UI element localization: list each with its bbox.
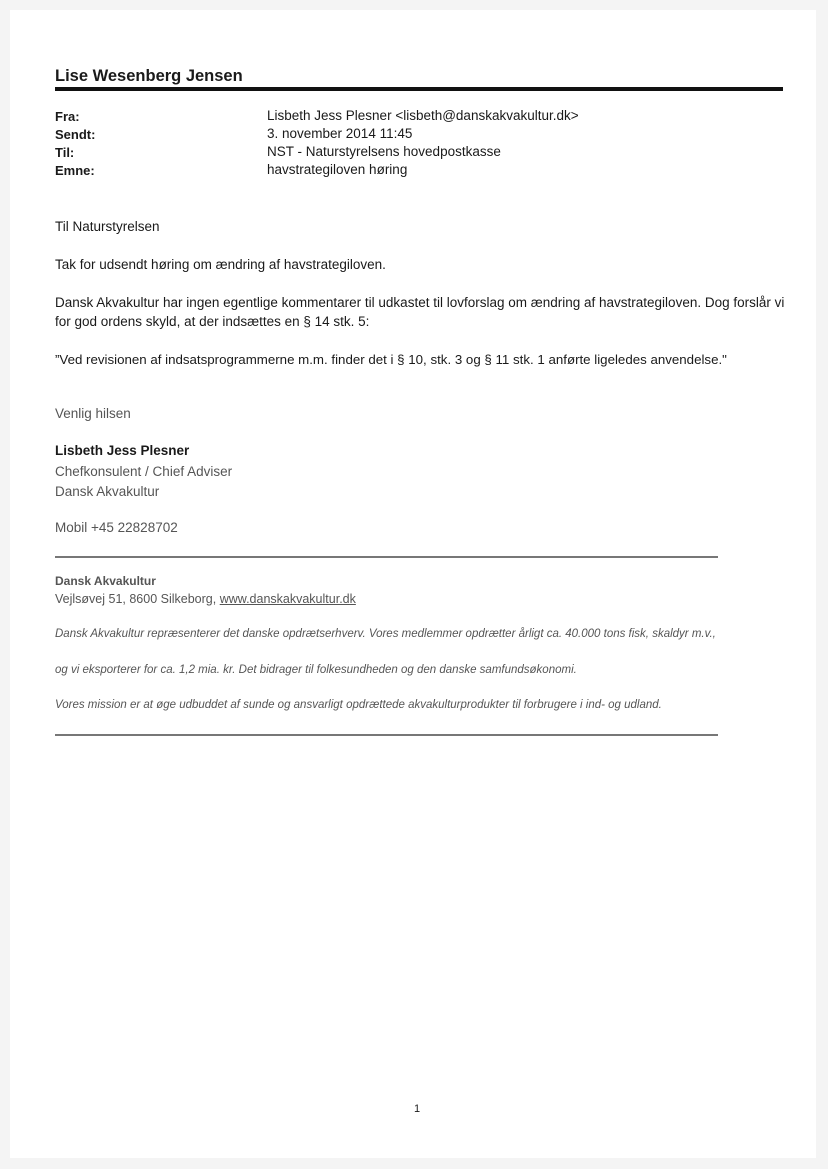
address-text: Vejlsøvej 51, 8600 Silkeborg,: [55, 592, 220, 606]
closing: Venlig hilsen: [55, 406, 131, 421]
sent-value: 3. november 2014 11:45: [267, 126, 413, 141]
to-label: Til:: [55, 145, 75, 160]
from-value: Lisbeth Jess Plesner <lisbeth@danskakvakultur.dk>: [267, 108, 579, 123]
footer-description-2: og vi eksporterer for ca. 1,2 mia. kr. Det bidrager til folkesundheden og den danske samfundsøkonomi.: [55, 664, 577, 676]
website-link[interactable]: www.danskakvakultur.dk: [219, 592, 356, 606]
footer-rule-bottom: [55, 734, 718, 736]
signature-name: Lisbeth Jess Plesner: [55, 443, 190, 458]
subject-value: havstrategiloven høring: [267, 162, 408, 177]
paragraph-1: Tak for udsendt høring om ændring af havstrategiloven.: [55, 257, 386, 272]
signature-org: Dansk Akvakultur: [55, 484, 160, 499]
page-number: 1: [414, 1103, 421, 1115]
signature-mobile: Mobil +45 22828702: [55, 520, 178, 535]
document-page: [10, 10, 816, 1158]
to-value: NST - Naturstyrelsens hovedpostkasse: [267, 144, 501, 159]
sent-label: Sendt:: [55, 127, 96, 142]
subject-label: Emne:: [55, 163, 95, 178]
footer-mission: Vores mission er at øge udbuddet af sunde og ansvarligt opdrættede akvakulturprodukter til forbrugere i ind- og udland.: [55, 699, 662, 711]
greeting: Til Naturstyrelsen: [55, 219, 160, 234]
footer-company: Dansk Akvakultur: [55, 574, 156, 588]
mailbox-owner: Lise Wesenberg Jensen: [55, 67, 243, 85]
quote-paragraph: ”Ved revisionen af indsatsprogrammerne m.m. finder det i § 10, stk. 3 og § 11 stk. 1 anførte ligeledes anvendelse.": [55, 352, 727, 367]
footer-description-1: Dansk Akvakultur repræsenterer det danske opdrætserhverv. Vores medlemmer opdrætter årligt ca. 40.000 tons fisk, skaldyr m.v.,: [55, 628, 716, 640]
header-rule: [55, 87, 783, 91]
footer-rule-top: [55, 556, 718, 558]
signature-title: Chefkonsulent / Chief Adviser: [55, 464, 233, 479]
footer-address: [55, 592, 356, 606]
paragraph-2: Dansk Akvakultur har ingen egentlige kommentarer til udkastet til lovforslag om ændring af havstrategiloven. Dog forslår vi for god ordens skyld, at der indsættes en § 14 stk. 5:: [55, 295, 785, 329]
from-label: Fra:: [55, 109, 80, 124]
